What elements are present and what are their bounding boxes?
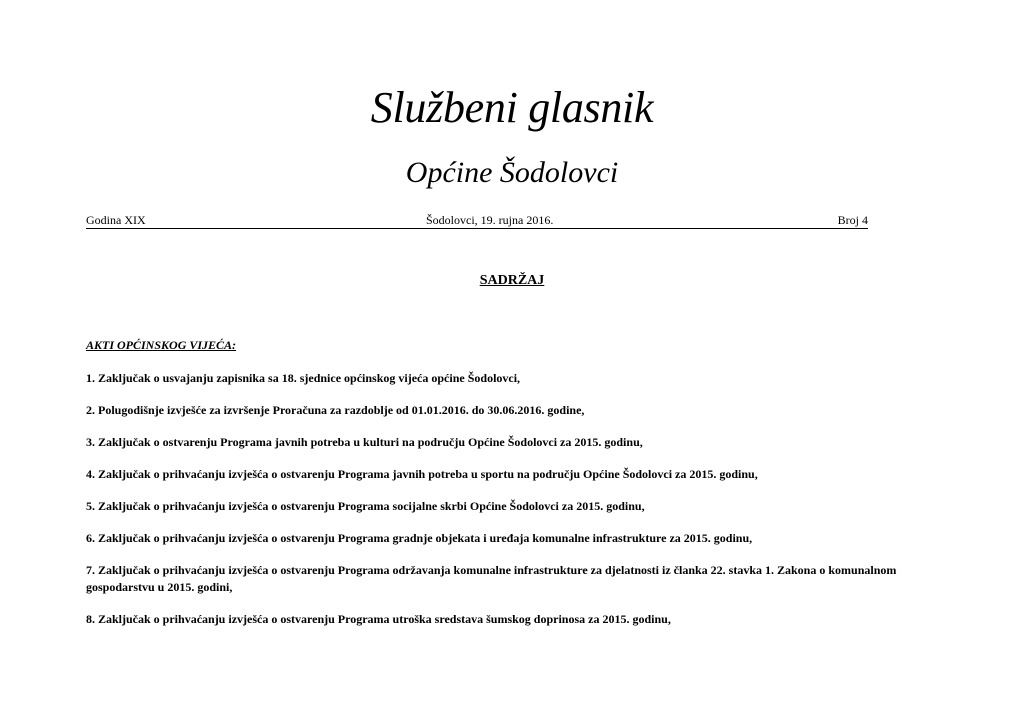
issue-place-date: Šodolovci, 19. rujna 2016. [426,213,554,227]
issue-info-line [86,212,868,229]
municipality-subtitle: Općine Šodolovci [405,156,619,189]
list-item: 4. Zaključak o prihvaćanju izvješća o ostvarenju Programa javnih potreba u sportu na području Općine Šodolovci za 2015. godinu, [86,467,758,481]
list-item: 8. Zaključak o prihvaćanju izvješća o ostvarenju Programa utroška sredstava šumskog doprinosa za 2015. godinu, [86,612,671,626]
gazette-title: Službeni glasnik [370,83,654,132]
list-item: 2. Polugodišnje izvješće za izvršenje Proračuna za razdoblje od 01.01.2016. do 30.06.2016. godine, [86,403,585,417]
issue-year: Godina XIX [86,213,146,227]
section-heading: AKTI OPĆINSKOG VIJEĆA: [86,338,237,352]
list-item: 1. Zaključak o usvajanju zapisnika sa 18. sjednice općinskog vijeća općine Šodolovci, [86,371,521,385]
issue-number: Broj 4 [837,213,868,227]
list-item: 7. Zaključak o prihvaćanju izvješća o ostvarenju Programa održavanja komunalne infrastrukture za djelatnosti iz članka 22. stavka 1. Zakona o komunalnom gospodarstvu u 2015. godini, [86,563,897,594]
list-item: 5. Zaključak o prihvaćanju izvješća o ostvarenju Programa socijalne skrbi Općine Šodolovci za 2015. godinu, [86,499,645,513]
list-item: 6. Zaključak o prihvaćanju izvješća o ostvarenju Programa gradnje objekata i uređaja komunalne infrastrukture za 2015. godinu, [86,531,753,545]
contents-list [86,370,936,643]
list-item: 3. Zaključak o ostvarenju Programa javnih potreba u kulturi na području Općine Šodolovci za 2015. godinu, [86,435,643,449]
contents-heading: SADRŽAJ [479,273,545,288]
